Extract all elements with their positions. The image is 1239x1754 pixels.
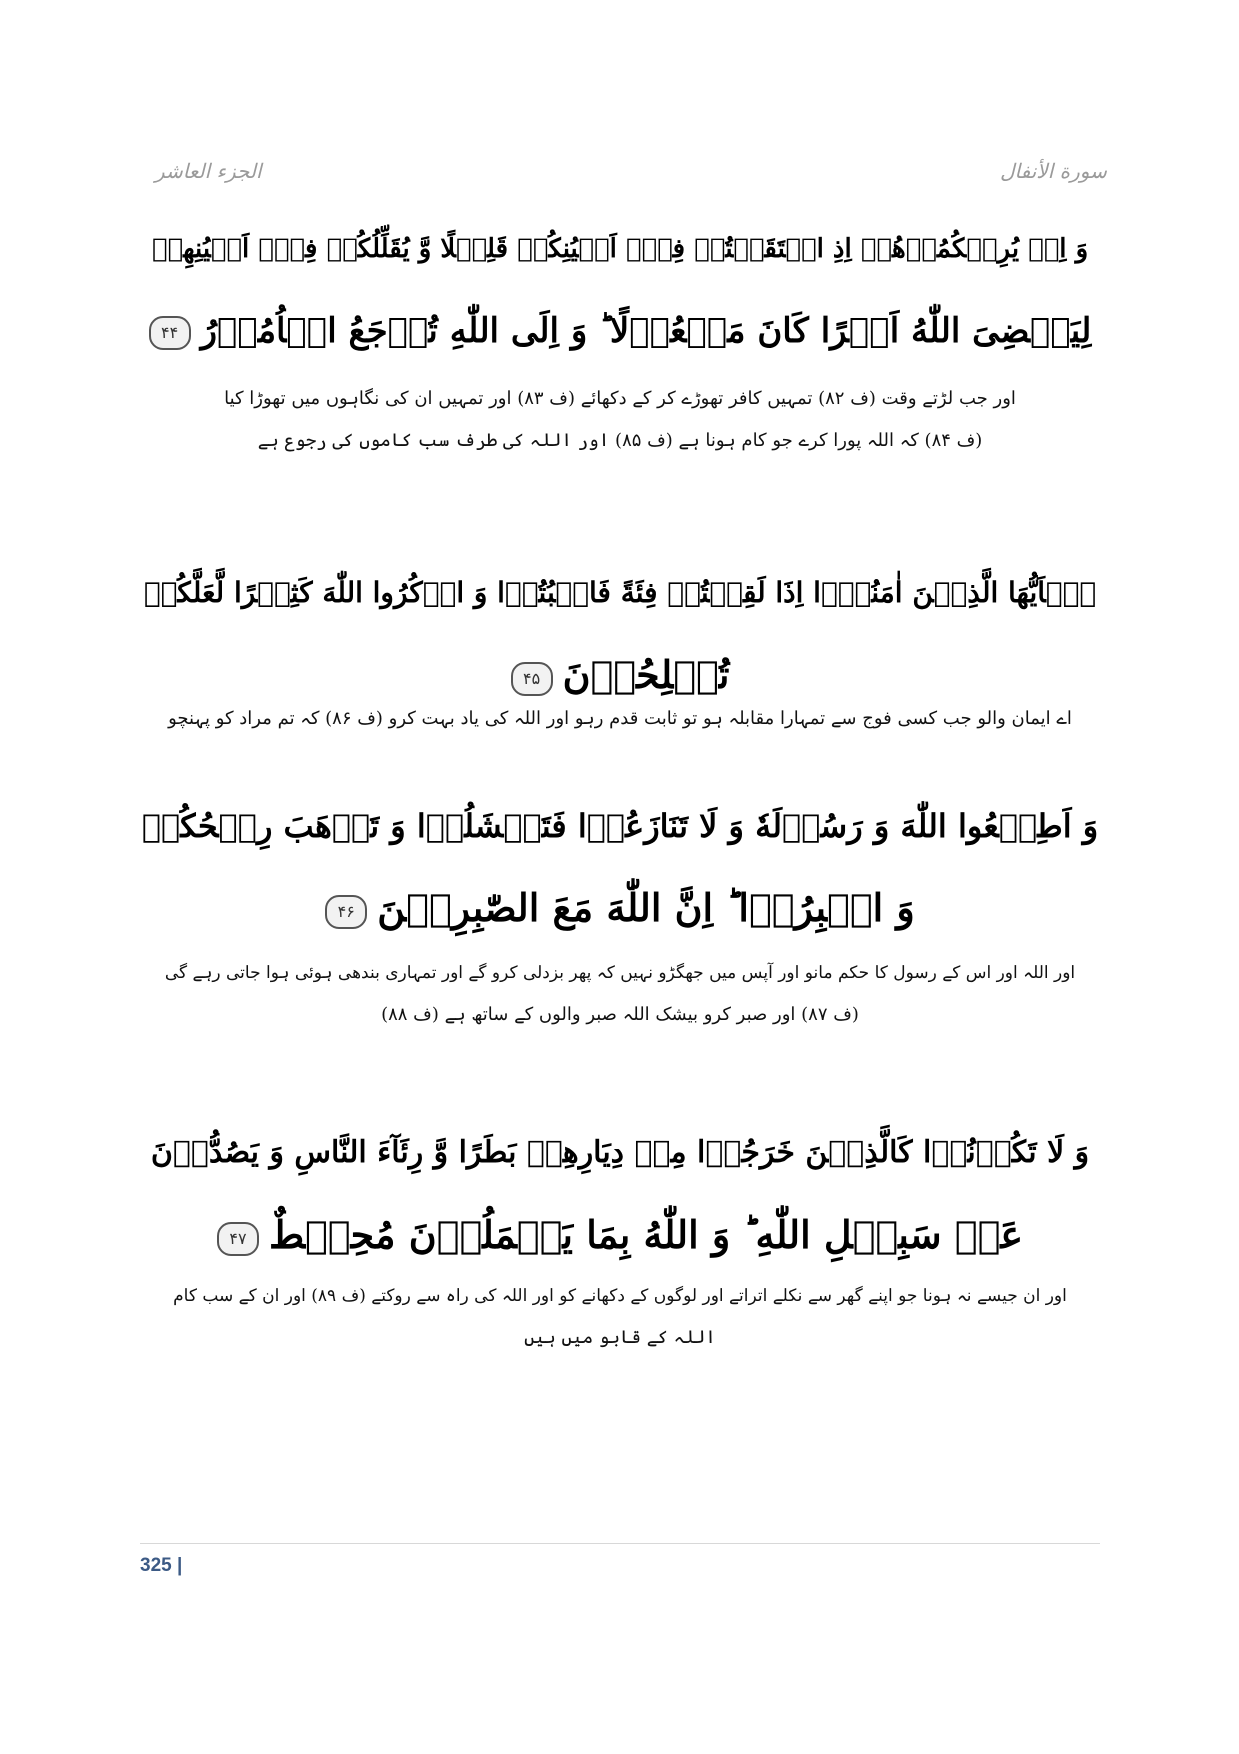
arabic-verse-line — [140, 1194, 1100, 1276]
header-surah-calligraphy: سورة الأنفال — [1000, 159, 1107, 183]
urdu-translation-line: اور اللہ اور اس کے رسول کا حکم مانو اور آپس میں جھگڑو نہیں کہ پھر بزدلی کرو گے اور تمہاری بندھی ہوئی ہوا جاتی رہے گی — [164, 963, 1076, 983]
ayah-number-marker: ۴۴ — [149, 316, 191, 350]
header-juz-calligraphy: الجزء العاشر — [155, 159, 262, 183]
page-number: 325 | — [140, 1555, 183, 1576]
arabic-verse-text: تُفۡلِحُوۡنَ — [562, 652, 730, 697]
urdu-translation-line: اللہ کے قابو میں ہیں — [524, 1327, 716, 1348]
urdu-translation-line: اور جب لڑتے وقت (ف ۸۲) تمہیں کافر تھوڑے کر کے دکھائے (ف ۸۳) اور تمہیں ان کی نگاہوں میں تھوڑا کیا — [224, 388, 1016, 409]
urdu-translation-line: (ف ۸۴) کہ اللہ پورا کرے جو کام ہونا ہے (ف ۸۵) اور اللہ کی طرف سب کاموں کی رجوع ہے — [257, 430, 983, 451]
urdu-translation-line: اور ان جیسے نہ ہونا جو اپنے گھر سے نکلے اتراتے اور لوگوں کے دکھانے کو اور اللہ کی راہ سے روکتے (ف ۸۹) اور ان کے سب کام — [173, 1286, 1067, 1306]
urdu-translation-line: (ف ۸۷) اور صبر کرو بیشک اللہ صبر والوں کے ساتھ ہے (ف ۸۸) — [381, 1004, 859, 1025]
arabic-verse-line — [140, 867, 1100, 949]
verse-block-3 — [140, 785, 1100, 949]
translation-block-3 — [150, 952, 1090, 1036]
ayah-number-marker: ۴۵ — [511, 662, 553, 696]
footer-divider — [140, 1543, 1100, 1544]
verse-block-2 — [140, 552, 1100, 716]
arabic-verse-text: لِیَقۡضِیَ اللّٰهُ اَمۡرًا کَانَ مَفۡعُوۡلًا ؕ وَ اِلَی اللّٰهِ تُرۡجَعُ الۡاُمُوۡرُ — [200, 311, 1092, 351]
arabic-verse-line: وَ اِذۡ یُرِیۡکُمُوۡهُمۡ اِذِ الۡتَقَیۡتُمۡ فِیۡۤ اَعۡیُنِکُمۡ قَلِیۡلًا وَّ یُقَلِّلُکُمۡ فِیۡۤ اَعۡیُنِهِمۡ — [151, 234, 1089, 264]
arabic-verse-line: یٰۤاَیُّهَا الَّذِیۡنَ اٰمَنُوۡۤا اِذَا لَقِیۡتُمۡ فِئَةً فَاثۡبُتُوۡا وَ اذۡکُرُوا اللّٰهَ کَثِیۡرًا لَّعَلَّکُمۡ — [143, 576, 1097, 609]
verse-block-4 — [140, 1112, 1100, 1276]
arabic-verse-text: وَ اصۡبِرُوۡا ؕ اِنَّ اللّٰهَ مَعَ الصّٰبِرِیۡنَ — [377, 885, 915, 930]
verse-block-1 — [140, 208, 1100, 372]
translation-block-4 — [150, 1275, 1090, 1359]
ayah-number-marker: ۴۷ — [217, 1222, 259, 1256]
translation-block-2 — [150, 698, 1090, 740]
arabic-verse-line — [140, 290, 1100, 372]
arabic-verse-line: وَ اَطِیۡعُوا اللّٰهَ وَ رَسُوۡلَهٗ وَ لَا تَنَازَعُوۡا فَتَفۡشَلُوۡا وَ تَذۡهَبَ رِیۡحُکُمۡ — [141, 807, 1099, 845]
ayah-number-marker: ۴۶ — [325, 895, 367, 929]
translation-block-1 — [150, 378, 1090, 462]
arabic-verse-text: عَنۡ سَبِیۡلِ اللّٰهِ ؕ وَ اللّٰهُ بِمَا یَعۡمَلُوۡنَ مُحِیۡطٌ — [268, 1212, 1024, 1257]
urdu-translation-line: اے ایمان والو جب کسی فوج سے تمہارا مقابلہ ہو تو ثابت قدم رہو اور اللہ کی یاد بہت کرو (ف ۸۶) کہ تم مراد کو پہنچو — [168, 708, 1072, 729]
arabic-verse-line: وَ لَا تَکُوۡنُوۡا کَالَّذِیۡنَ خَرَجُوۡا مِنۡ دِیَارِهِمۡ بَطَرًا وَّ رِئَآءَ النَّاسِ وَ یَصُدُّوۡنَ — [150, 1135, 1090, 1170]
